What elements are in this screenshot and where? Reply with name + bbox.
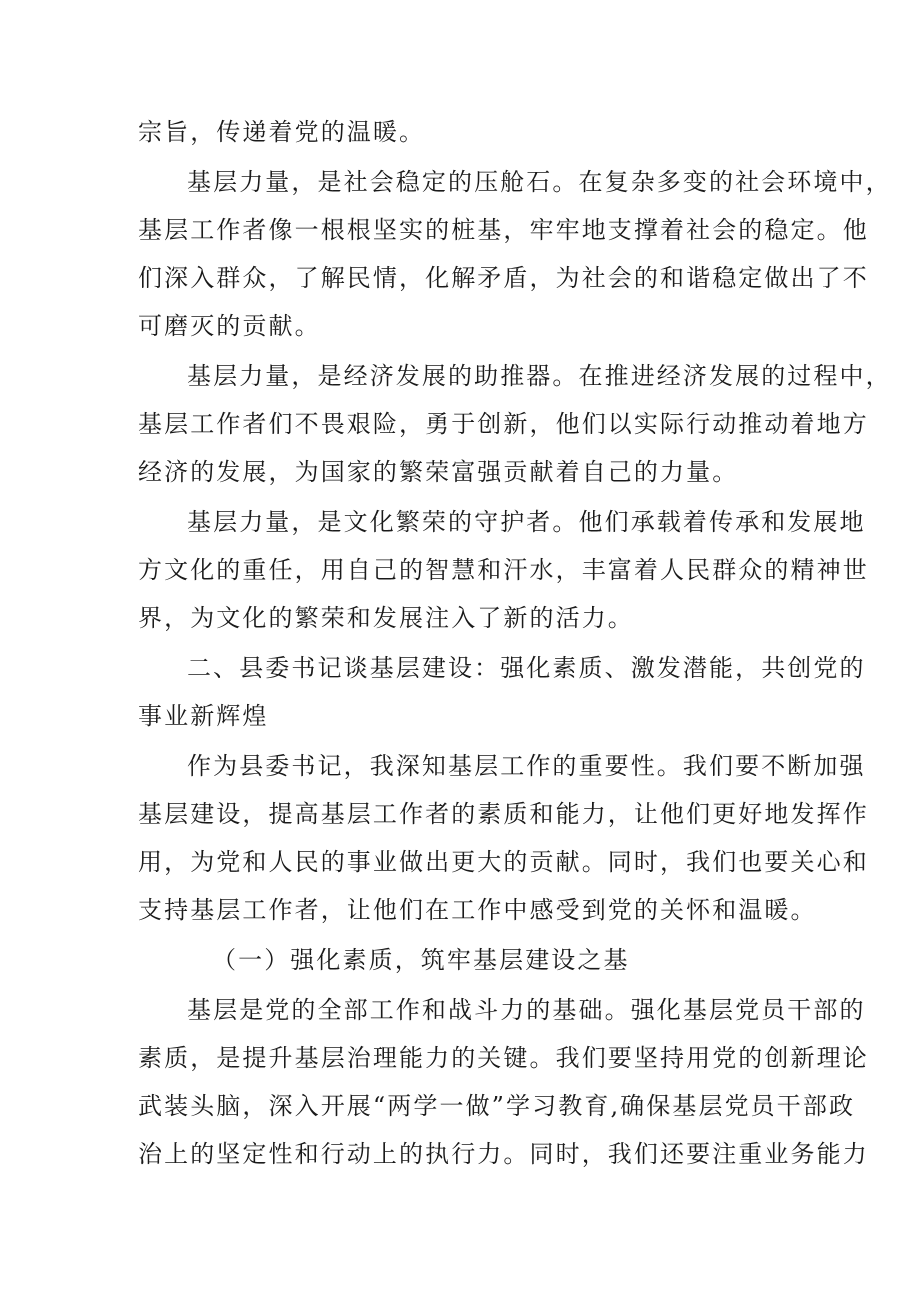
text-line: 支持基层工作者，让他们在工作中感受到党的关怀和温暖。	[138, 896, 817, 924]
paragraph-first-line: 作为县委书记，我深知基层工作的重要性。我们要不断加强	[187, 752, 866, 780]
text-line: 用，为党和人民的事业做出更大的贡献。同时，我们也要关心和	[138, 848, 869, 876]
paragraph-first-line: 基层是党的全部工作和战斗力的基础。强化基层党员干部的	[187, 996, 866, 1024]
text-line: 方文化的重任，用自己的智慧和汗水，丰富着人民群众的精神世	[138, 556, 869, 584]
subsection-heading: （一）强化素质，筑牢基层建设之基	[212, 946, 630, 974]
text-line: 基层工作者像一根根坚实的桩基，牢牢地支撑着社会的稳定。他	[138, 216, 869, 244]
paragraph-first-line: 基层力量，是文化繁荣的守护者。他们承载着传承和发展地	[187, 508, 866, 536]
text-line: 基层建设，提高基层工作者的素质和能力，让他们更好地发挥作	[138, 800, 869, 828]
text-line: 武装头脑，深入开展“两学一做”学习教育,确保基层党员干部政	[138, 1092, 856, 1120]
text-line: 界，为文化的繁荣和发展注入了新的活力。	[138, 604, 634, 632]
text-line: 经济的发展，为国家的繁荣富强贡献着自己的力量。	[138, 458, 739, 486]
text-line: 们深入群众，了解民情，化解矛盾，为社会的和谐稳定做出了不	[138, 264, 869, 292]
text-line: 可磨灭的贡献。	[138, 312, 321, 340]
text-line: 治上的坚定性和行动上的执行力。同时，我们还要注重业务能力	[138, 1140, 869, 1168]
section-heading: 二、县委书记谈基层建设：强化素质、激发潜能，共创党的	[187, 654, 866, 682]
paragraph-first-line: 基层力量，是经济发展的助推器。在推进经济发展的过程中，	[187, 362, 892, 390]
text-line: 素质，是提升基层治理能力的关键。我们要坚持用党的创新理论	[138, 1044, 869, 1072]
text-line: 基层工作者们不畏艰险，勇于创新，他们以实际行动推动着地方	[138, 410, 869, 438]
text-line: 宗旨，传递着党的温暖。	[138, 118, 426, 146]
paragraph-first-line: 基层力量，是社会稳定的压舱石。在复杂多变的社会环境中，	[187, 168, 892, 196]
section-heading-continued: 事业新辉煌	[138, 702, 269, 730]
